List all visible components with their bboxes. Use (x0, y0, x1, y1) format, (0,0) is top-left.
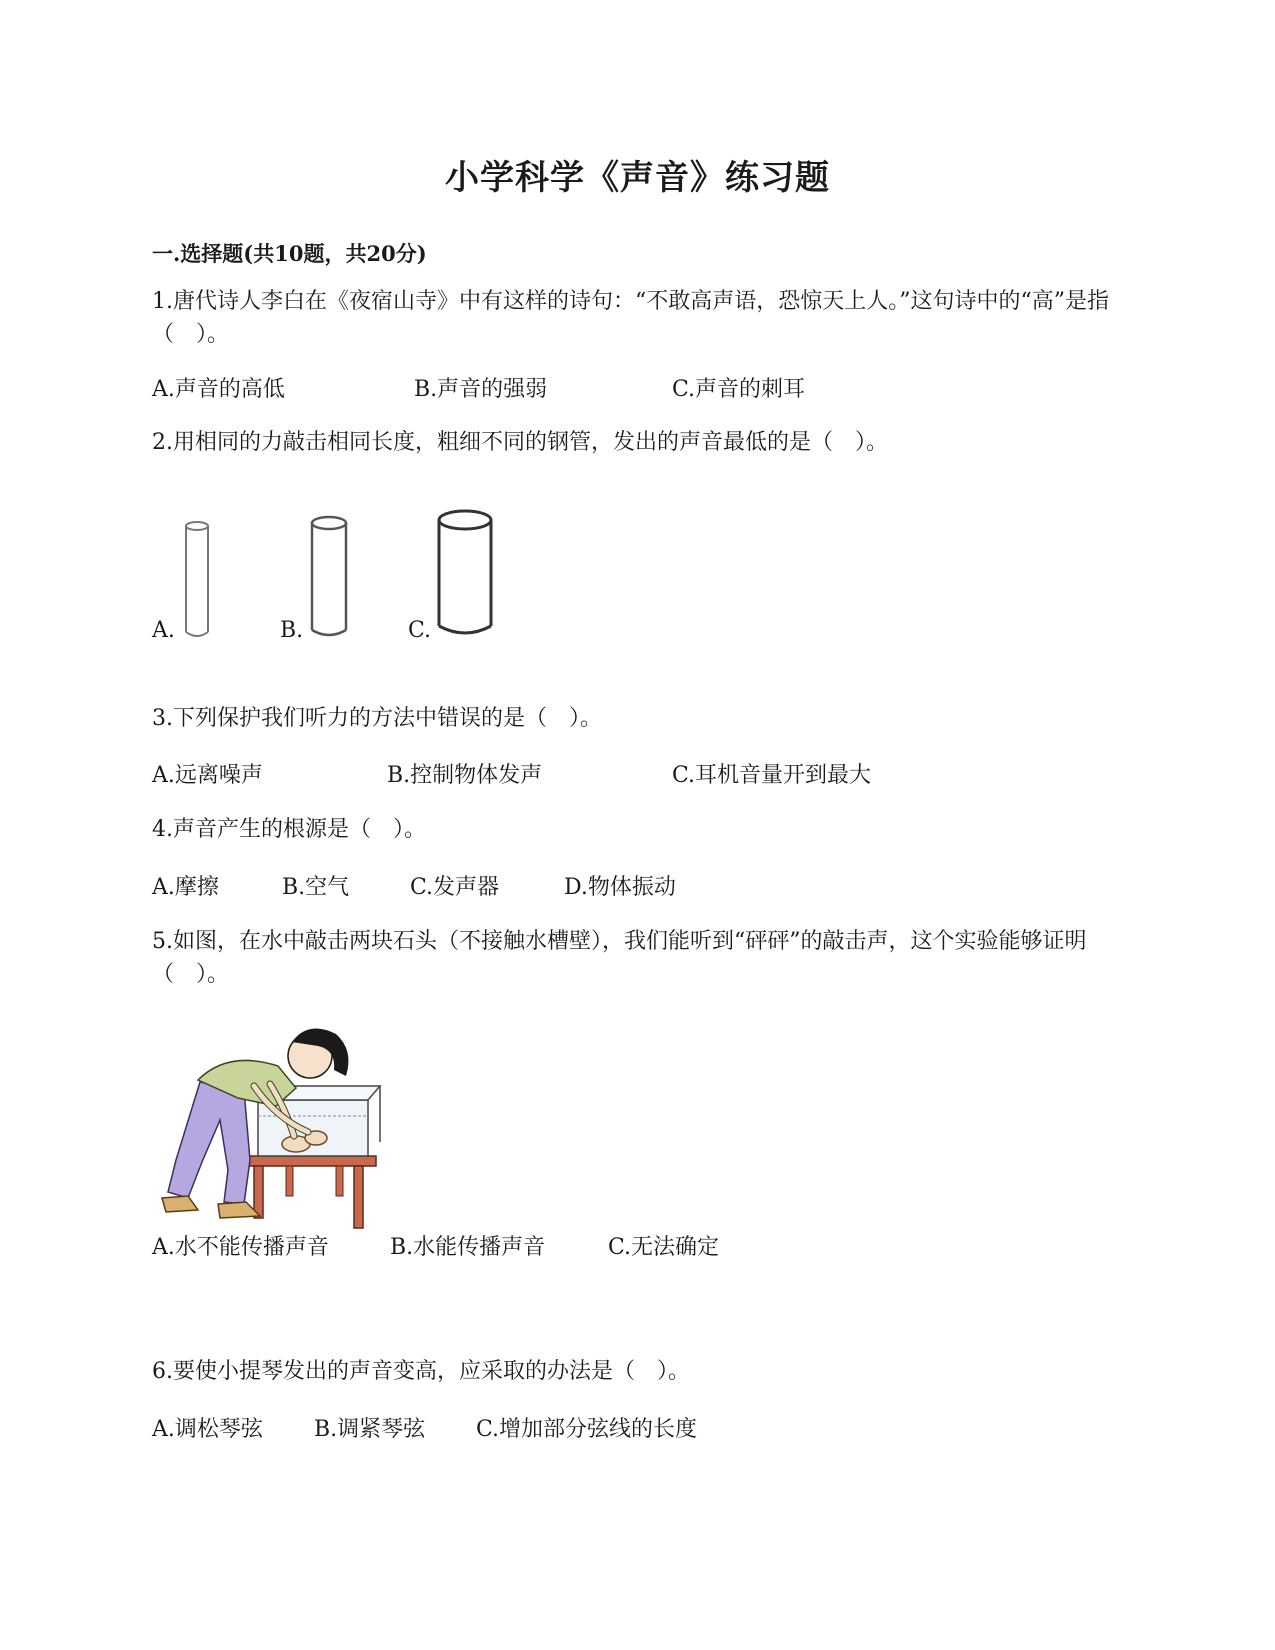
question-3-options (152, 758, 1052, 790)
thin-pipe-figure (182, 518, 212, 642)
figure-label-a: A. (152, 618, 175, 643)
option-c: C.发声器 (410, 875, 500, 900)
question-5-options (152, 1230, 1052, 1262)
experiment-illustration (158, 1020, 398, 1235)
option-b: B.水能传播声音 (390, 1235, 546, 1260)
question-3: 3.下列保护我们听力的方法中错误的是（ ）。 (152, 706, 602, 731)
option-b: B.声音的强弱 (414, 377, 548, 402)
figure-label-b: B. (280, 618, 304, 643)
page-title: 小学科学《声音》练习题 (445, 158, 830, 198)
option-a: A.调松琴弦 (152, 1417, 263, 1442)
option-b: B.控制物体发声 (387, 763, 543, 788)
option-d: D.物体振动 (564, 875, 676, 900)
question-6-options (152, 1412, 1052, 1444)
question-5: 5.如图，在水中敲击两块石头（不接触水槽壁），我们能听到“砰砰”的敲击声，这个实验能够证明（ ）。 (152, 929, 1087, 987)
option-c: C.耳机音量开到最大 (672, 763, 872, 788)
option-a: A.摩擦 (152, 875, 219, 900)
option-a: A.水不能传播声音 (152, 1235, 329, 1260)
figure-label-c: C. (408, 618, 432, 643)
section-heading: 一.选择题(共10题，共20分) (152, 241, 427, 266)
option-c: C.增加部分弦线的长度 (476, 1417, 698, 1442)
question-1-options (152, 372, 1052, 404)
question-2: 2.用相同的力敲击相同长度，粗细不同的钢管，发出的声音最低的是（ ）。 (152, 430, 888, 455)
question-1: 1.唐代诗人李白在《夜宿山寺》中有这样的诗句：“不敢高声语，恐惊天上人。”这句诗中的“高”是指（ ）。 (152, 289, 1109, 347)
question-4-options (152, 870, 1052, 902)
option-c: C.声音的刺耳 (672, 377, 806, 402)
medium-pipe-figure (308, 514, 350, 642)
thick-pipe-figure (434, 508, 496, 642)
question-6: 6.要使小提琴发出的声音变高，应采取的办法是（ ）。 (152, 1359, 690, 1384)
option-a: A.声音的高低 (152, 377, 285, 402)
option-a: A.远离噪声 (152, 763, 263, 788)
option-b: B.调紧琴弦 (314, 1417, 426, 1442)
option-c: C.无法确定 (608, 1235, 720, 1260)
option-b: B.空气 (282, 875, 350, 900)
question-4: 4.声音产生的根源是（ ）。 (152, 817, 426, 842)
